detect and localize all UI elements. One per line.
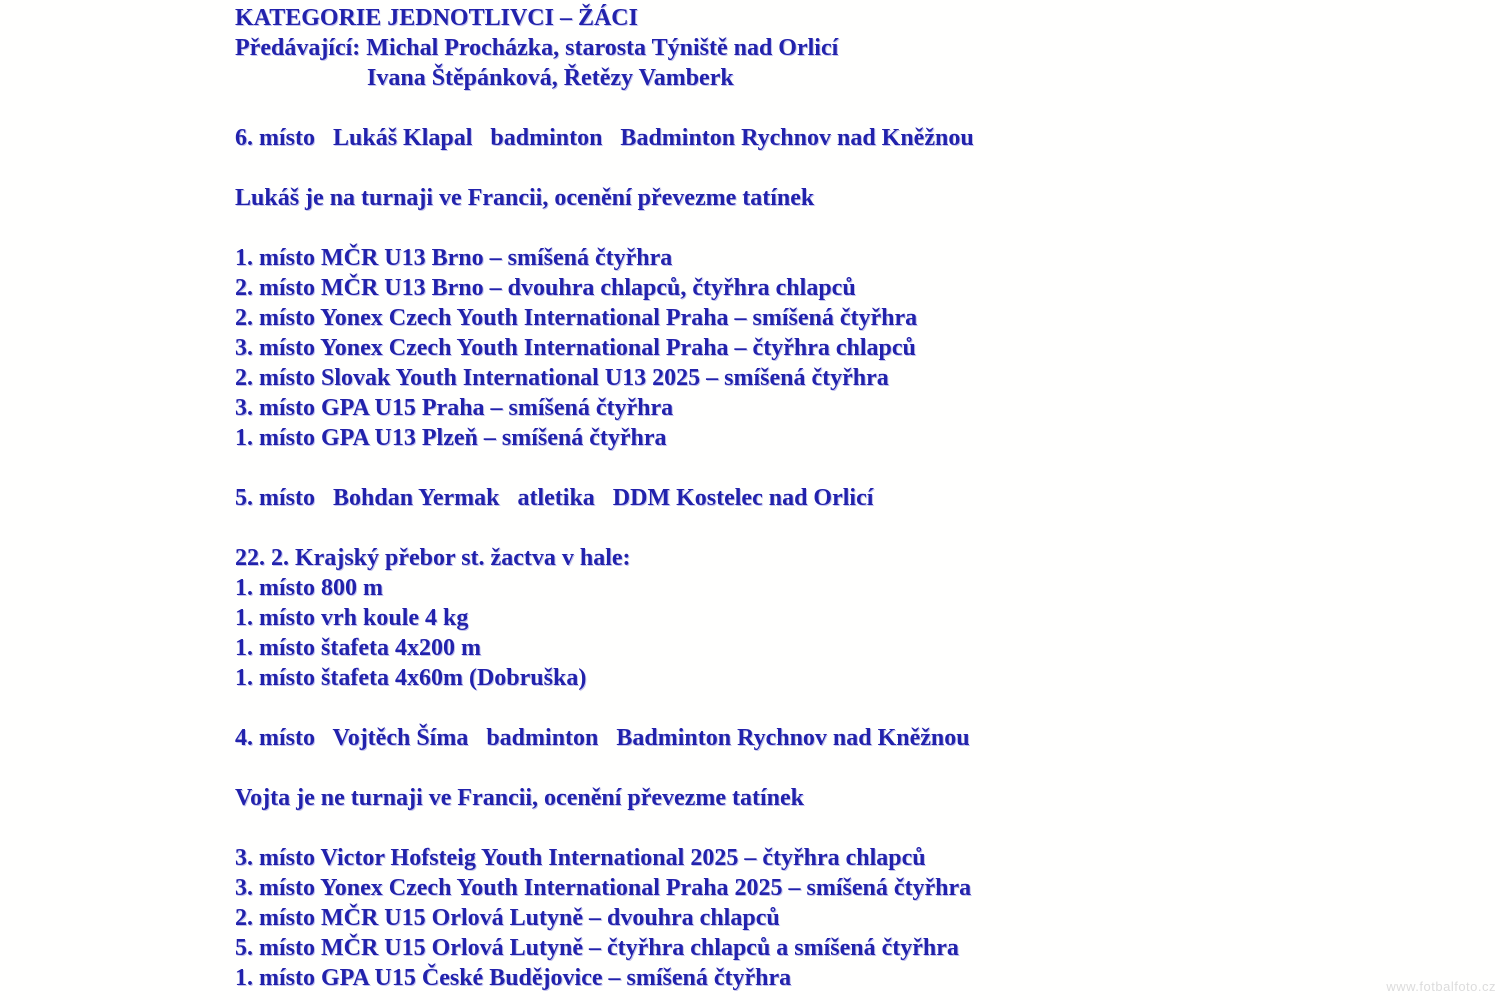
text-line: 5. místo MČR U15 Orlová Lutyně – čtyřhra chlapců a smíšená čtyřhra: [235, 935, 959, 961]
watermark: www.fotbalfoto.cz: [1386, 979, 1496, 994]
text-line: KATEGORIE JEDNOTLIVCI – ŽÁCI: [235, 5, 638, 31]
text-line: 1. místo GPA U13 Plzeň – smíšená čtyřhra: [235, 425, 667, 451]
text-line: 3. místo Yonex Czech Youth International Praha 2025 – smíšená čtyřhra: [235, 875, 972, 901]
text-line: 6. místo Lukáš Klapal badminton Badminton Rychnov nad Kněžnou: [235, 125, 974, 151]
text-line: 2. místo MČR U13 Brno – dvouhra chlapců, čtyřhra chlapců: [235, 275, 856, 301]
text-line: Ivana Štěpánková, Řetězy Vamberk: [235, 65, 734, 91]
blank-line: [235, 753, 1500, 783]
text-line: Vojta je ne turnaji ve Francii, ocenění převezme tatínek: [235, 785, 804, 811]
blank-line: [235, 153, 1500, 183]
blank-line: [235, 213, 1500, 243]
text-line: 1. místo 800 m: [235, 575, 383, 601]
blank-line: [235, 693, 1500, 723]
blank-line: [235, 513, 1500, 543]
text-line: 1. místo MČR U13 Brno – smíšená čtyřhra: [235, 245, 673, 271]
text-line: 1. místo štafeta 4x60m (Dobruška): [235, 665, 587, 691]
text-line: 5. místo Bohdan Yermak atletika DDM Kostelec nad Orlicí: [235, 485, 874, 511]
text-line: Předávající: Michal Procházka, starosta Týniště nad Orlicí: [235, 35, 839, 61]
text-line: 2. místo Yonex Czech Youth International Praha – smíšená čtyřhra: [235, 305, 918, 331]
text-line: 3. místo Victor Hofsteig Youth International 2025 – čtyřhra chlapců: [235, 845, 926, 871]
text-line: 2. místo Slovak Youth International U13 2025 – smíšená čtyřhra: [235, 365, 889, 391]
blank-line: [235, 813, 1500, 843]
text-line: 3. místo GPA U15 Praha – smíšená čtyřhra: [235, 395, 674, 421]
text-line: 1. místo štafeta 4x200 m: [235, 635, 481, 661]
text-line: 4. místo Vojtěch Šíma badminton Badminton Rychnov nad Kněžnou: [235, 725, 970, 751]
blank-line: [235, 93, 1500, 123]
text-line: 1. místo vrh koule 4 kg: [235, 605, 469, 631]
text-line: 2. místo MČR U15 Orlová Lutyně – dvouhra chlapců: [235, 905, 780, 931]
text-line: 22. 2. Krajský přebor st. žactva v hale:: [235, 545, 631, 571]
text-line: Lukáš je na turnaji ve Francii, ocenění převezme tatínek: [235, 185, 815, 211]
text-line: 1. místo GPA U15 České Budějovice – smíšená čtyřhra: [235, 965, 792, 991]
award-list-document: [235, 3, 1500, 993]
blank-line: [235, 453, 1500, 483]
text-line: 3. místo Yonex Czech Youth International Praha – čtyřhra chlapců: [235, 335, 916, 361]
